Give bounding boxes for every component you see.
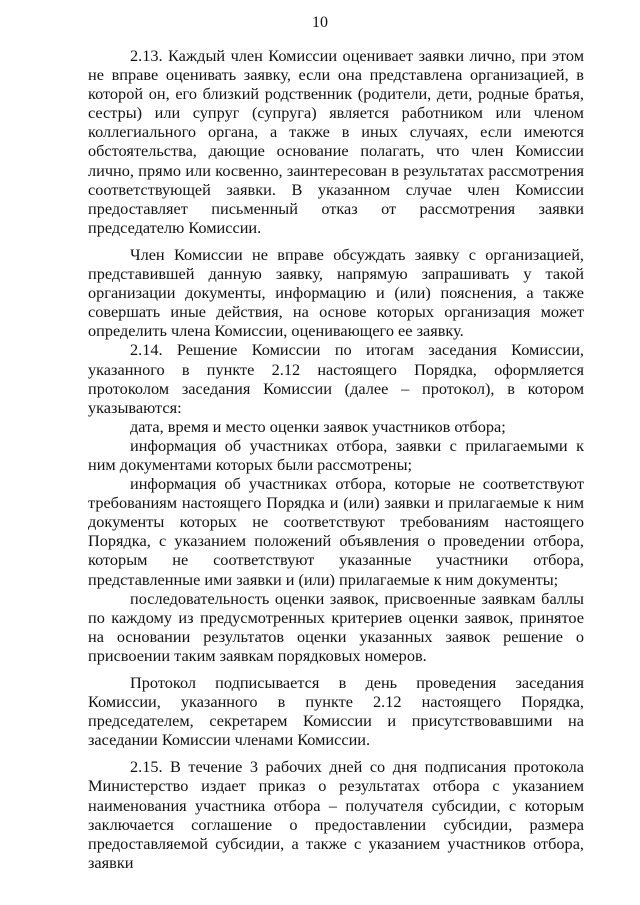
paragraph-member-restrictions: Член Комиссии не вправе обсуждать заявку с организацией, представившей данную заявку, напрямую запрашивать у такой организации документы, информацию и (или) пояснения, а также совершать иные действия, на основе которых организация может определить члена Комиссии, оценивающего ее заявку. xyxy=(88,244,584,341)
paragraph-protocol-signing: Протокол подписывается в день проведения заседания Комиссии, указанного в пункте 2.12 настоящего Порядка, председателем, секретарем Комиссии и присутствовавшими на заседании Комиссии членами Комиссии. xyxy=(88,673,584,750)
protocol-item-noncompliant: информация об участниках отбора, которые не соответствуют требованиям настоящего Порядка и (или) заявки и прилагаемые к ним документы которых не соответствуют требованиям настоящего Порядка, с указанием положений объявления о проведении отбора, которым не соответствуют указанные участники отбора, представленные ими заявки и (или) прилагаемые к ним документы; xyxy=(88,474,584,589)
protocol-item-participants: информация об участниках отбора, заявки с прилагаемыми к ним документами которых были рассмотрены; xyxy=(88,435,584,474)
paragraph-2-15: 2.15. В течение 3 рабочих дней со дня подписания протокола Министерство издает приказ о результатах отбора с указанием наименования участника отбора – получателя субсидии, с которым заключается соглашение о предоставлении субсидии, размера предоставляемой субсидии, а также с указанием участников отбора, заявки xyxy=(88,757,584,872)
page-number: 10 xyxy=(312,14,328,31)
paragraph-2-14: 2.14. Решение Комиссии по итогам заседания Комиссии, указанного в пункте 2.12 настоящего Порядка, оформляется протоколом заседания Комиссии (далее – протокол), в котором указываются: xyxy=(88,340,584,417)
protocol-item-sequence: последовательность оценки заявок, присвоенные заявкам баллы по каждому из предусмотренных критериев оценки заявок, принятое на основании результатов оценки указанных заявок решение о присвоении таким заявкам порядковых номеров. xyxy=(88,588,584,665)
protocol-item-date: дата, время и место оценки заявок участников отбора; xyxy=(130,416,506,436)
paragraph-2-13: 2.13. Каждый член Комиссии оценивает заявки лично, при этом не вправе оценивать заявку, если она представлена организацией, в которой он, его близкий родственник (родители, дети, родные братья, сестры) или супруг (супруга) является работником или членом коллегиального органа, а также в иных случаях, если имеются обстоятельства, дающие основание полагать, что член Комиссии лично, прямо или косвенно, заинтересован в результатах рассмотрения соответствующей заявки. В указанном случае член Комиссии предоставляет письменный отказ от рассмотрения заявки председателю Комиссии. xyxy=(88,46,584,237)
document-body xyxy=(88,46,584,872)
